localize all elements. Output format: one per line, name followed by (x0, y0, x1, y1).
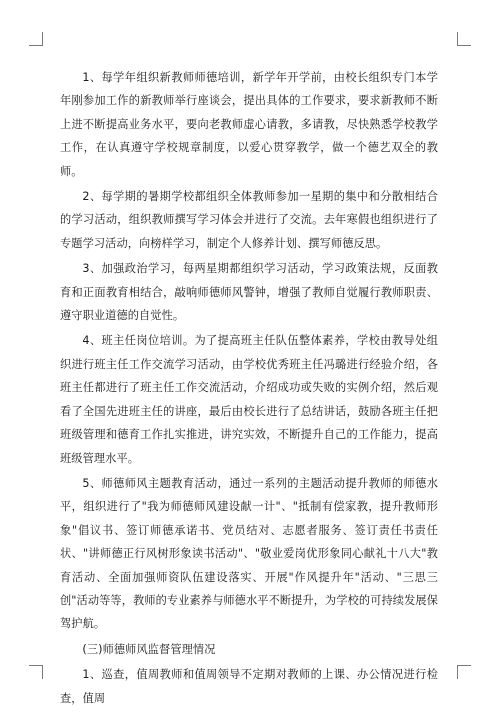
paragraph-head-teacher-training: 4、班主任岗位培训。为了提高班主任队伍整体素养，学校由教导处组织进行班主任工作交流学习活动，由学校优秀班主任冯璐进行经验介绍，各班主任都进行了班主任工作交流活动，介绍成功或失败的实例介绍，然后观看了全国先进班主任的讲座，最后由校长进行了总结讲话，鼓励各班主任把班级管理和德育工作扎实推进，讲究实效，不断提升自己的工作能力，提高班级管理水平。 (60, 334, 438, 465)
document-body (60, 66, 438, 712)
crop-mark-top-right (457, 32, 471, 46)
section-heading-supervision: (三)师德师风监督管理情况 (82, 642, 216, 656)
crop-mark-top-left (29, 32, 43, 46)
paragraph-political-study: 3、加强政治学习，每两星期都组织学习活动，学习政策法规，反面教育和正面教育相结合，敲响师德师风警钟，增强了教师自觉履行教师职责、遵守职业道德的自觉性。 (60, 262, 438, 323)
paragraph-inspection: 1、巡查，值周教师和值周领导不定期对教师的上课、办公情况进行检查，值周 (60, 668, 438, 705)
crop-mark-bottom-left (29, 665, 43, 679)
paragraph-summer-study: 2、每学期的暑期学校都组织全体教师参加一星期的集中和分散相结合的学习活动，组织教师撰写学习体会并进行了交流。去年寒假也组织进行了专题学习活动，向榜样学习，制定个人修养计划、撰写师德反思。 (60, 190, 438, 250)
crop-mark-bottom-right (457, 665, 471, 679)
paragraph-training: 1、每学年组织新教师师德培训，新学年开学前，由校长组织专门本学年刚参加工作的新教师举行座谈会，提出具体的工作要求，要求新教师不断上进不断提高业务水平，要向老教师虚心请教，多请教，尽快熟悉学校教学工作，在认真遵守学校规章制度，以爱心贯穿教学，做一个德艺双全的教师。 (60, 71, 438, 178)
paragraph-ethics-activities: 5、师德师风主题教育活动，通过一系列的主题活动提升教师的师德水平，组织进行了"我为师德师风建设献一计"、"抵制有偿家教，提升教师形象"倡议书、签订师德承诺书、党员结对、志愿者服务、签订责任书责任状、"讲师德正行风树形象读书活动"、"敬业爱岗优形象同心献礼十八大"教育活动、全面加强师资队伍建设落实、开展"作风提升年"活动、"三思三创"活动等等，教师的专业素养与师德水平不断提升，为学校的可持续发展保驾护航。 (60, 476, 438, 631)
